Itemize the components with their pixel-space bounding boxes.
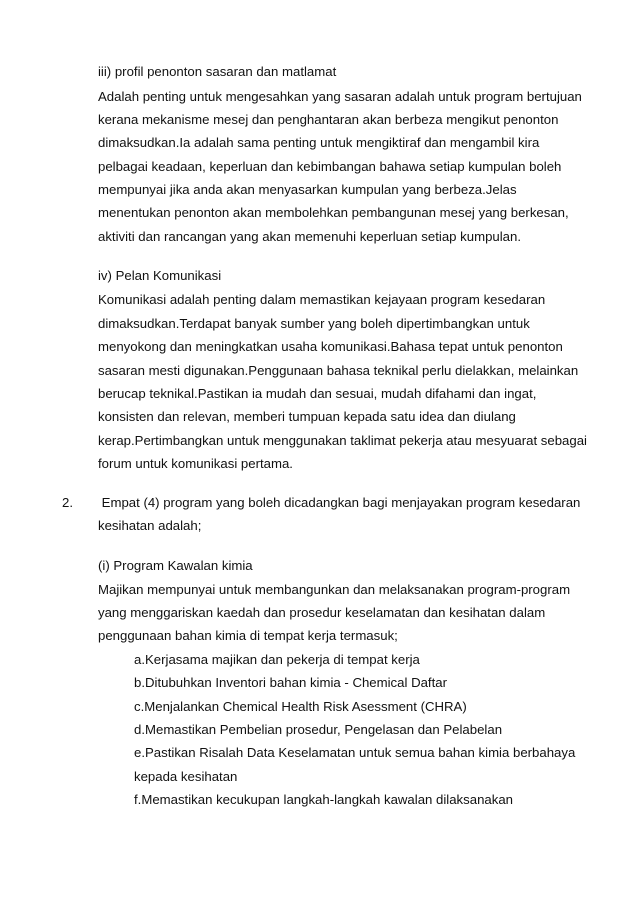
section-iv-line: forum untuk komunikasi pertama.: [98, 456, 293, 471]
program-i-item: d.Memastikan Pembelian prosedur, Pengelasan dan Pelabelan: [134, 722, 503, 737]
section-iii-line: dimaksudkan.Ia adalah sama penting untuk mengiktiraf dan mengambil kira: [98, 135, 540, 150]
program-i-item: e.Pastikan Risalah Data Keselamatan untuk semua bahan kimia berbahaya: [134, 745, 576, 760]
section-iii-line: Adalah penting untuk mengesahkan yang sasaran adalah untuk program bertujuan: [98, 89, 582, 104]
section-iv-line: Komunikasi adalah penting dalam memastikan kejayaan program kesedaran: [98, 292, 546, 307]
section-iv-line: konsisten dan relevan, memberi tumpuan kepada satu idea dan diulang: [98, 409, 516, 424]
section-iv-line: berucap teknikal.Pastikan ia mudah dan sesuai, mudah difahami dan ingat,: [98, 386, 537, 401]
section-iii-line: kerana mekanisme mesej dan penghantaran akan berbeza mengikut penonton: [98, 112, 559, 127]
program-i-item: a.Kerjasama majikan dan pekerja di tempat kerja: [134, 652, 420, 667]
section-iii-line: mempunyai jika anda akan menyasarkan kumpulan yang berbeza.Jelas: [98, 182, 517, 197]
program-i-line: yang menggariskan kaedah dan prosedur keselamatan dan kesihatan dalam: [98, 605, 546, 620]
section-iii-heading: iii) profil penonton sasaran dan matlamat: [98, 64, 337, 79]
section-iii-line: pelbagai keadaan, keperluan dan kebimbangan bahawa setiap kumpulan boleh: [98, 159, 562, 174]
program-i-item: f.Memastikan kecukupan langkah-langkah kawalan dilaksanakan: [134, 792, 514, 807]
section-iv-line: sasaran mesti digunakan.Penggunaan bahasa teknikal perlu dielakkan, melainkan: [98, 363, 579, 378]
section-iv-line: menyokong dan meningkatkan usaha komunikasi.Bahasa tepat untuk penonton: [98, 339, 563, 354]
section-iv-line: dimaksudkan.Terdapat banyak sumber yang boleh dipertimbangkan untuk: [98, 316, 530, 331]
section-iv-line: kerap.Pertimbangkan untuk menggunakan taklimat pekerja atau mesyuarat sebagai: [98, 433, 587, 448]
point-2-line: kesihatan adalah;: [98, 518, 202, 533]
section-iv-heading: iv) Pelan Komunikasi: [98, 268, 222, 283]
program-i-item: c.Menjalankan Chemical Health Risk Asessment (CHRA): [134, 699, 467, 714]
section-iii-line: menentukan penonton akan membolehkan pembangunan mesej yang berkesan,: [98, 205, 569, 220]
program-i-heading: (i) Program Kawalan kimia: [98, 558, 253, 573]
program-i-line: penggunaan bahan kimia di tempat kerja termasuk;: [98, 628, 398, 643]
list-number: 2.: [62, 495, 73, 510]
section-iii-line: aktiviti dan rancangan yang akan memenuhi keperluan setiap kumpulan.: [98, 229, 521, 244]
program-i-line: Majikan mempunyai untuk membangunkan dan melaksanakan program-program: [98, 582, 571, 597]
program-i-item: kepada kesihatan: [134, 769, 238, 784]
point-2-line: Empat (4) program yang boleh dicadangkan bagi menjayakan program kesedaran: [98, 495, 581, 510]
program-i-item: b.Ditubuhkan Inventori bahan kimia - Chemical Daftar: [134, 675, 447, 690]
